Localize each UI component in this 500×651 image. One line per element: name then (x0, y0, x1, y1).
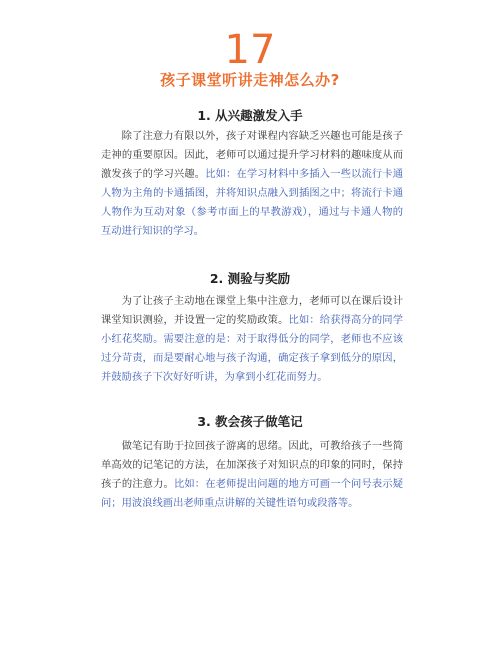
section-heading-1: 1. 从兴趣激发入手 (197, 108, 303, 123)
page-title: 孩子课堂听讲走神怎么办? (160, 71, 340, 89)
section-body-1-text: 除了注意力有限以外，孩子对课程内容缺乏兴趣也可能是孩子走神的重要原因。因此，老师可以通过提升学习材料的趣味度从而激发孩子的学习兴趣。 (101, 130, 403, 180)
section-body-2-text: 为了让孩子主动地在课堂上集中注意力，老师可以在课后设计课堂知识测验，并设置一定的奖励政策。 (101, 295, 403, 326)
section-body-2-example: 比如：给获得高分的同学小红花奖励。需要注意的是：对于取得低分的同学，老师也不应该过分苛责，而是要耐心地与孩子沟通，确定孩子拿到低分的原因，并鼓励孩子下次好好听讲，为拿到小红花而努力。 (101, 313, 404, 383)
section-body-2 (101, 292, 403, 387)
section-body-3-example: 比如：在老师提出问题的地方可画一个问号表示疑问；用波浪线画出老师重点讲解的关键性语句或段落等。 (101, 477, 404, 509)
section-body-1-example: 比如：在学习材料中多插入一些以流行卡通人物为主角的卡通插图，并将知识点融入到插图之中；将流行卡通人物作为互动对象（参考市面上的早教游戏），通过与卡通人物的互动进行知识的学习。 (101, 167, 404, 237)
page-number: 17 (224, 27, 276, 73)
section-body-1 (101, 127, 403, 240)
section-heading-3: 3. 教会孩子做笔记 (197, 414, 303, 429)
section-body-3-text: 做笔记有助于拉回孩子游离的思绪。因此，可教给孩子一些简单高效的记笔记的方法，在加深孩子对知识点的印象的同时，保持孩子的注意力。 (101, 440, 403, 490)
section-heading-2: 2. 测验与奖励 (209, 271, 291, 286)
section-body-3 (101, 437, 403, 513)
